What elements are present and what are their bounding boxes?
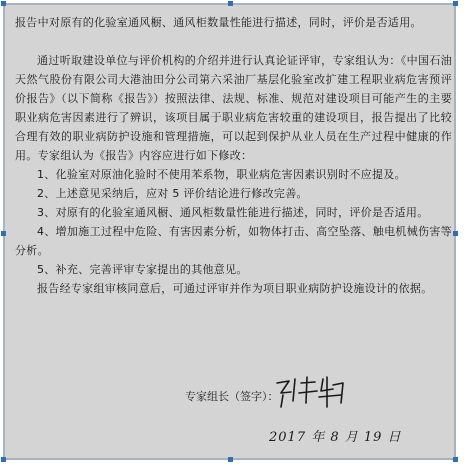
revision-item-3: 3、对原有的化验室通风橱、通风柜数量性能进行描述，同时，评价是否适用。 xyxy=(37,206,429,219)
paragraph-expert-conclusion: 通过听取建设单位与评价机构的介绍并进行认真论证评审，专家组认为：《中国石油天然气股份有限公司大港油田分公司第六采油厂基层化验室改扩建工程职业病危害预评价报告》（以下简称《报告》）按照法律、法规、标准、规范对建设项目可能产生的主要职业病危害因素进行了辨识，该项目属于职业病危害较重的建设项目，报告提出了比较合理有效的职业病防护设施和管理措施，可以起到保护从业人员在生产过程中健康的作用。专家组认为《报告》内容应进行如下修改： xyxy=(15,54,452,162)
resize-handle-top-right[interactable] xyxy=(453,1,458,6)
resize-handle-bottom-left[interactable] xyxy=(1,457,6,462)
resize-handle-bottom[interactable] xyxy=(228,457,233,462)
revision-item-4: 4、增加施工过程中危险、有害因素分析，如物体打击、高空坠落、触电机械伤害等分析。 xyxy=(15,225,452,257)
resize-handle-bottom-right[interactable] xyxy=(453,457,458,462)
handwritten-date: 2017 年 8 月 19 日 xyxy=(269,430,402,445)
resize-handle-right[interactable] xyxy=(453,231,458,236)
resize-handle-left[interactable] xyxy=(1,231,6,236)
resize-handle-top-left[interactable] xyxy=(1,1,6,6)
document-body xyxy=(15,13,452,298)
revision-item-5: 5、补充、完善评审专家提出的其他意见。 xyxy=(37,263,248,276)
paragraph-gap xyxy=(15,32,452,51)
handwritten-signature xyxy=(271,373,361,413)
resize-handle-top[interactable] xyxy=(228,1,233,6)
revision-item-2: 2、上述意见采纳后，应对 5 评价结论进行修改完善。 xyxy=(37,187,308,200)
paragraph-ventilation-intro: 报告中对原有的化验室通风橱、通风柜数量性能进行描述，同时，评价是否适用。 xyxy=(15,16,422,29)
paragraph-final-approval: 报告经专家组审核同意后，可通过评审并作为项目职业病防护设施设计的依据。 xyxy=(37,282,433,295)
document-image-frame[interactable] xyxy=(3,3,456,460)
revision-item-1: 1、化验室对原油化验时不使用苯系物，职业病危害因素识别时不应提及。 xyxy=(37,168,406,181)
signature-label: 专家组长（签字）： xyxy=(185,390,279,403)
